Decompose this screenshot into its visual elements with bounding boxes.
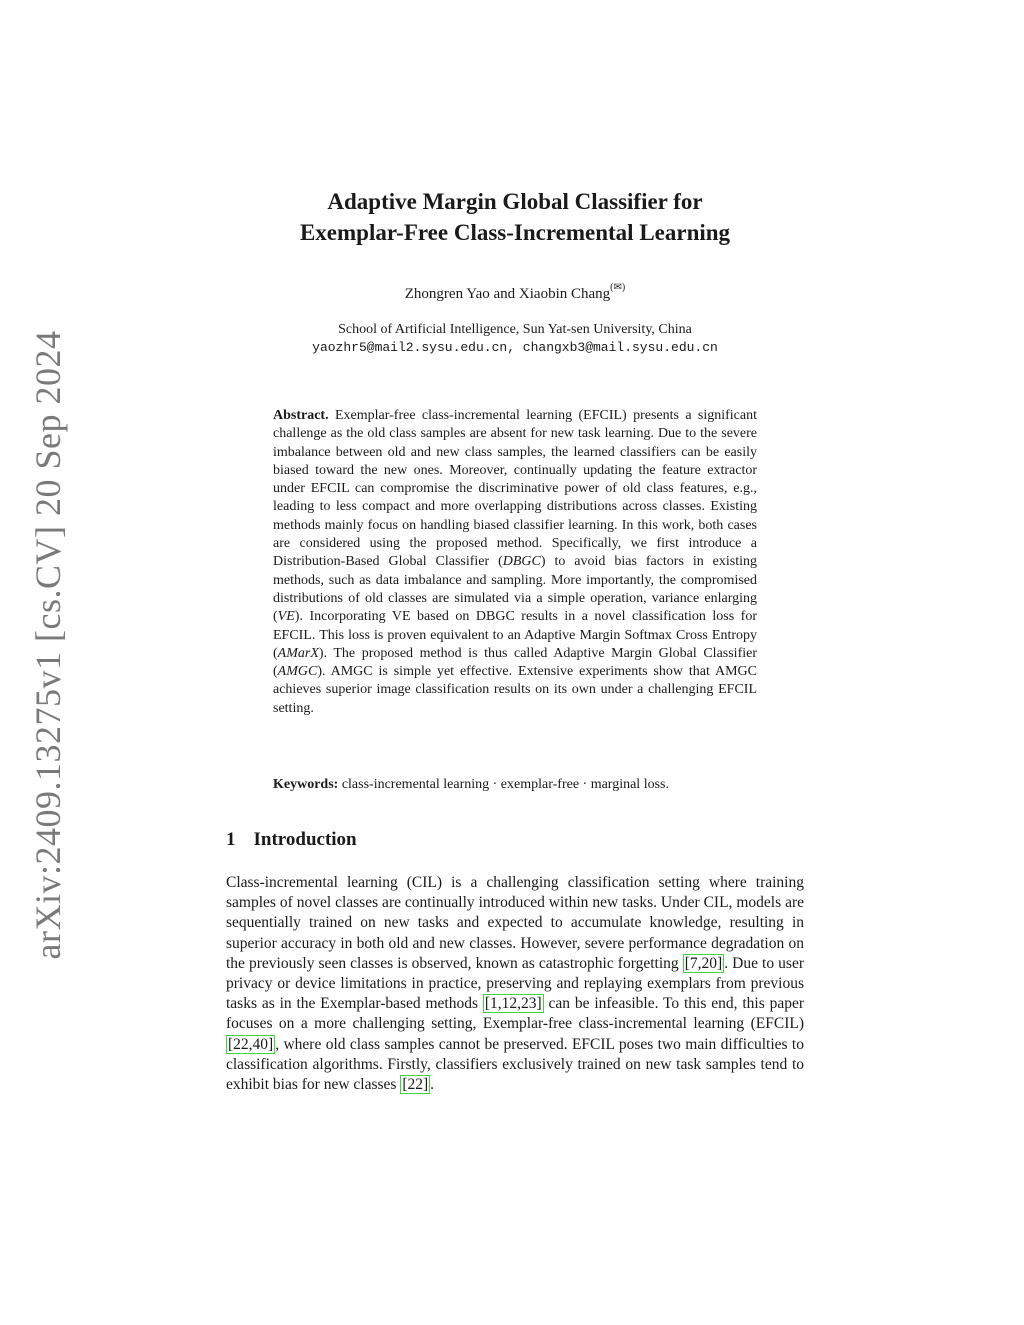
abstract-text-1: Exemplar-free class-incremental learning (EFCIL) presents a significant challenge as the old class samples are absent for new task learning. Due to the severe imbalance between old and new class samples, the learned classifiers can be easily biased toward the new ones. Moreover, continually updating the feature extractor under EFCIL can compromise the discriminative power of old class features, e.g., leading to less compact and more overlapping distributions across classes. Existing methods mainly focus on handling biased classifier learning. In this work, both cases are considered using the proposed method. Specifically, we first introduce a Distribution-Based Global Classifier ( [273,408,757,570]
abstract-text-3: ). Incorporating VE based on DBGC results in a novel classification loss for EFCIL. This loss is proven equivalent to an Adaptive Margin Softmax Cross Entropy ( [273,609,757,661]
citation-link-1-12-23[interactable]: [1,12,23] [484,995,542,1013]
paper-title [200,186,830,248]
author-emails: yaozhr5@mail2.sysu.edu.cn, changxb3@mail.sysu.edu.cn [312,340,718,355]
abstract-term-amarx: AMarX [277,645,319,661]
paper-title-line-1: Adaptive Margin Global Classifier for [327,189,703,214]
abstract-text-2: ) to avoid bias factors in existing methods, such as data imbalance and sampling. More importantly, the compromised distributions of old classes are simulated via a simple operation, variance enlarging ( [273,554,757,625]
abstract-label: Abstract. [273,408,329,423]
author-names: Zhongren Yao and Xiaobin Chang [404,286,611,302]
abstract-term-amgc: AMGC [277,664,318,680]
citation-link-22-40[interactable]: [22,40] [228,1035,274,1053]
citation-link-7-20[interactable]: [7,20] [684,954,723,972]
keywords-text: class-incremental learning · exemplar-free · marginal loss. [341,777,669,792]
abstract-term-ve: VE [277,609,295,625]
intro-text-2: . Due to user privacy or device limitations in practice, preserving and replaying exemplars from previous tasks as in the Exemplar-based methods [226,954,804,1013]
abstract-text-5: ). AMGC is simple yet effective. Extensive experiments show that AMGC achieves superior image classification results on its own under a challenging EFCIL setting. [273,664,757,716]
intro-text-3: can be infeasible. To this end, this paper focuses on a more challenging setting, Exemplar-free class-incremental learning (EFCIL) [226,995,804,1033]
section-heading-introduction [226,829,357,851]
introduction-paragraph [226,873,804,1095]
abstract-text-4: ). The proposed method is thus called Adaptive Margin Global Classifier ( [273,645,757,680]
section-number: 1 [226,829,236,850]
citation-link-22[interactable]: [22] [402,1076,429,1094]
intro-text-1: Class-incremental learning (CIL) is a challenging classification setting where training samples of novel classes are continually introduced within new tasks. Under CIL, models are sequentially trained on new tasks and expected to accumulate knowledge, resulting in superior accuracy in both old and new classes. However, severe performance degradation on the previously seen classes is observed, known as catastrophic forgetting [226,874,804,972]
keywords-label: Keywords: [273,777,339,792]
abstract [273,407,757,718]
intro-text-5: . [430,1076,435,1094]
corresponding-author-mail-icon: (✉) [610,282,626,293]
arxiv-identifier-stamp: arXiv:2409.13275v1 [cs.CV] 20 Sep 2024 [28,330,68,960]
abstract-term-dbgc: DBGC [502,554,541,570]
paper-title-line-2: Exemplar-Free Class-Incremental Learning [299,220,731,245]
keywords [273,776,757,794]
section-title: Introduction [253,829,357,850]
intro-text-4: , where old class samples cannot be preserved. EFCIL poses two main difficulties to classification algorithms. Firstly, classifiers exclusively trained on new task samples tend to exhibit bias for new classes [226,1035,804,1094]
author-list [200,284,830,303]
author-affiliation: School of Artificial Intelligence, Sun Yat-sen University, China [338,322,692,337]
